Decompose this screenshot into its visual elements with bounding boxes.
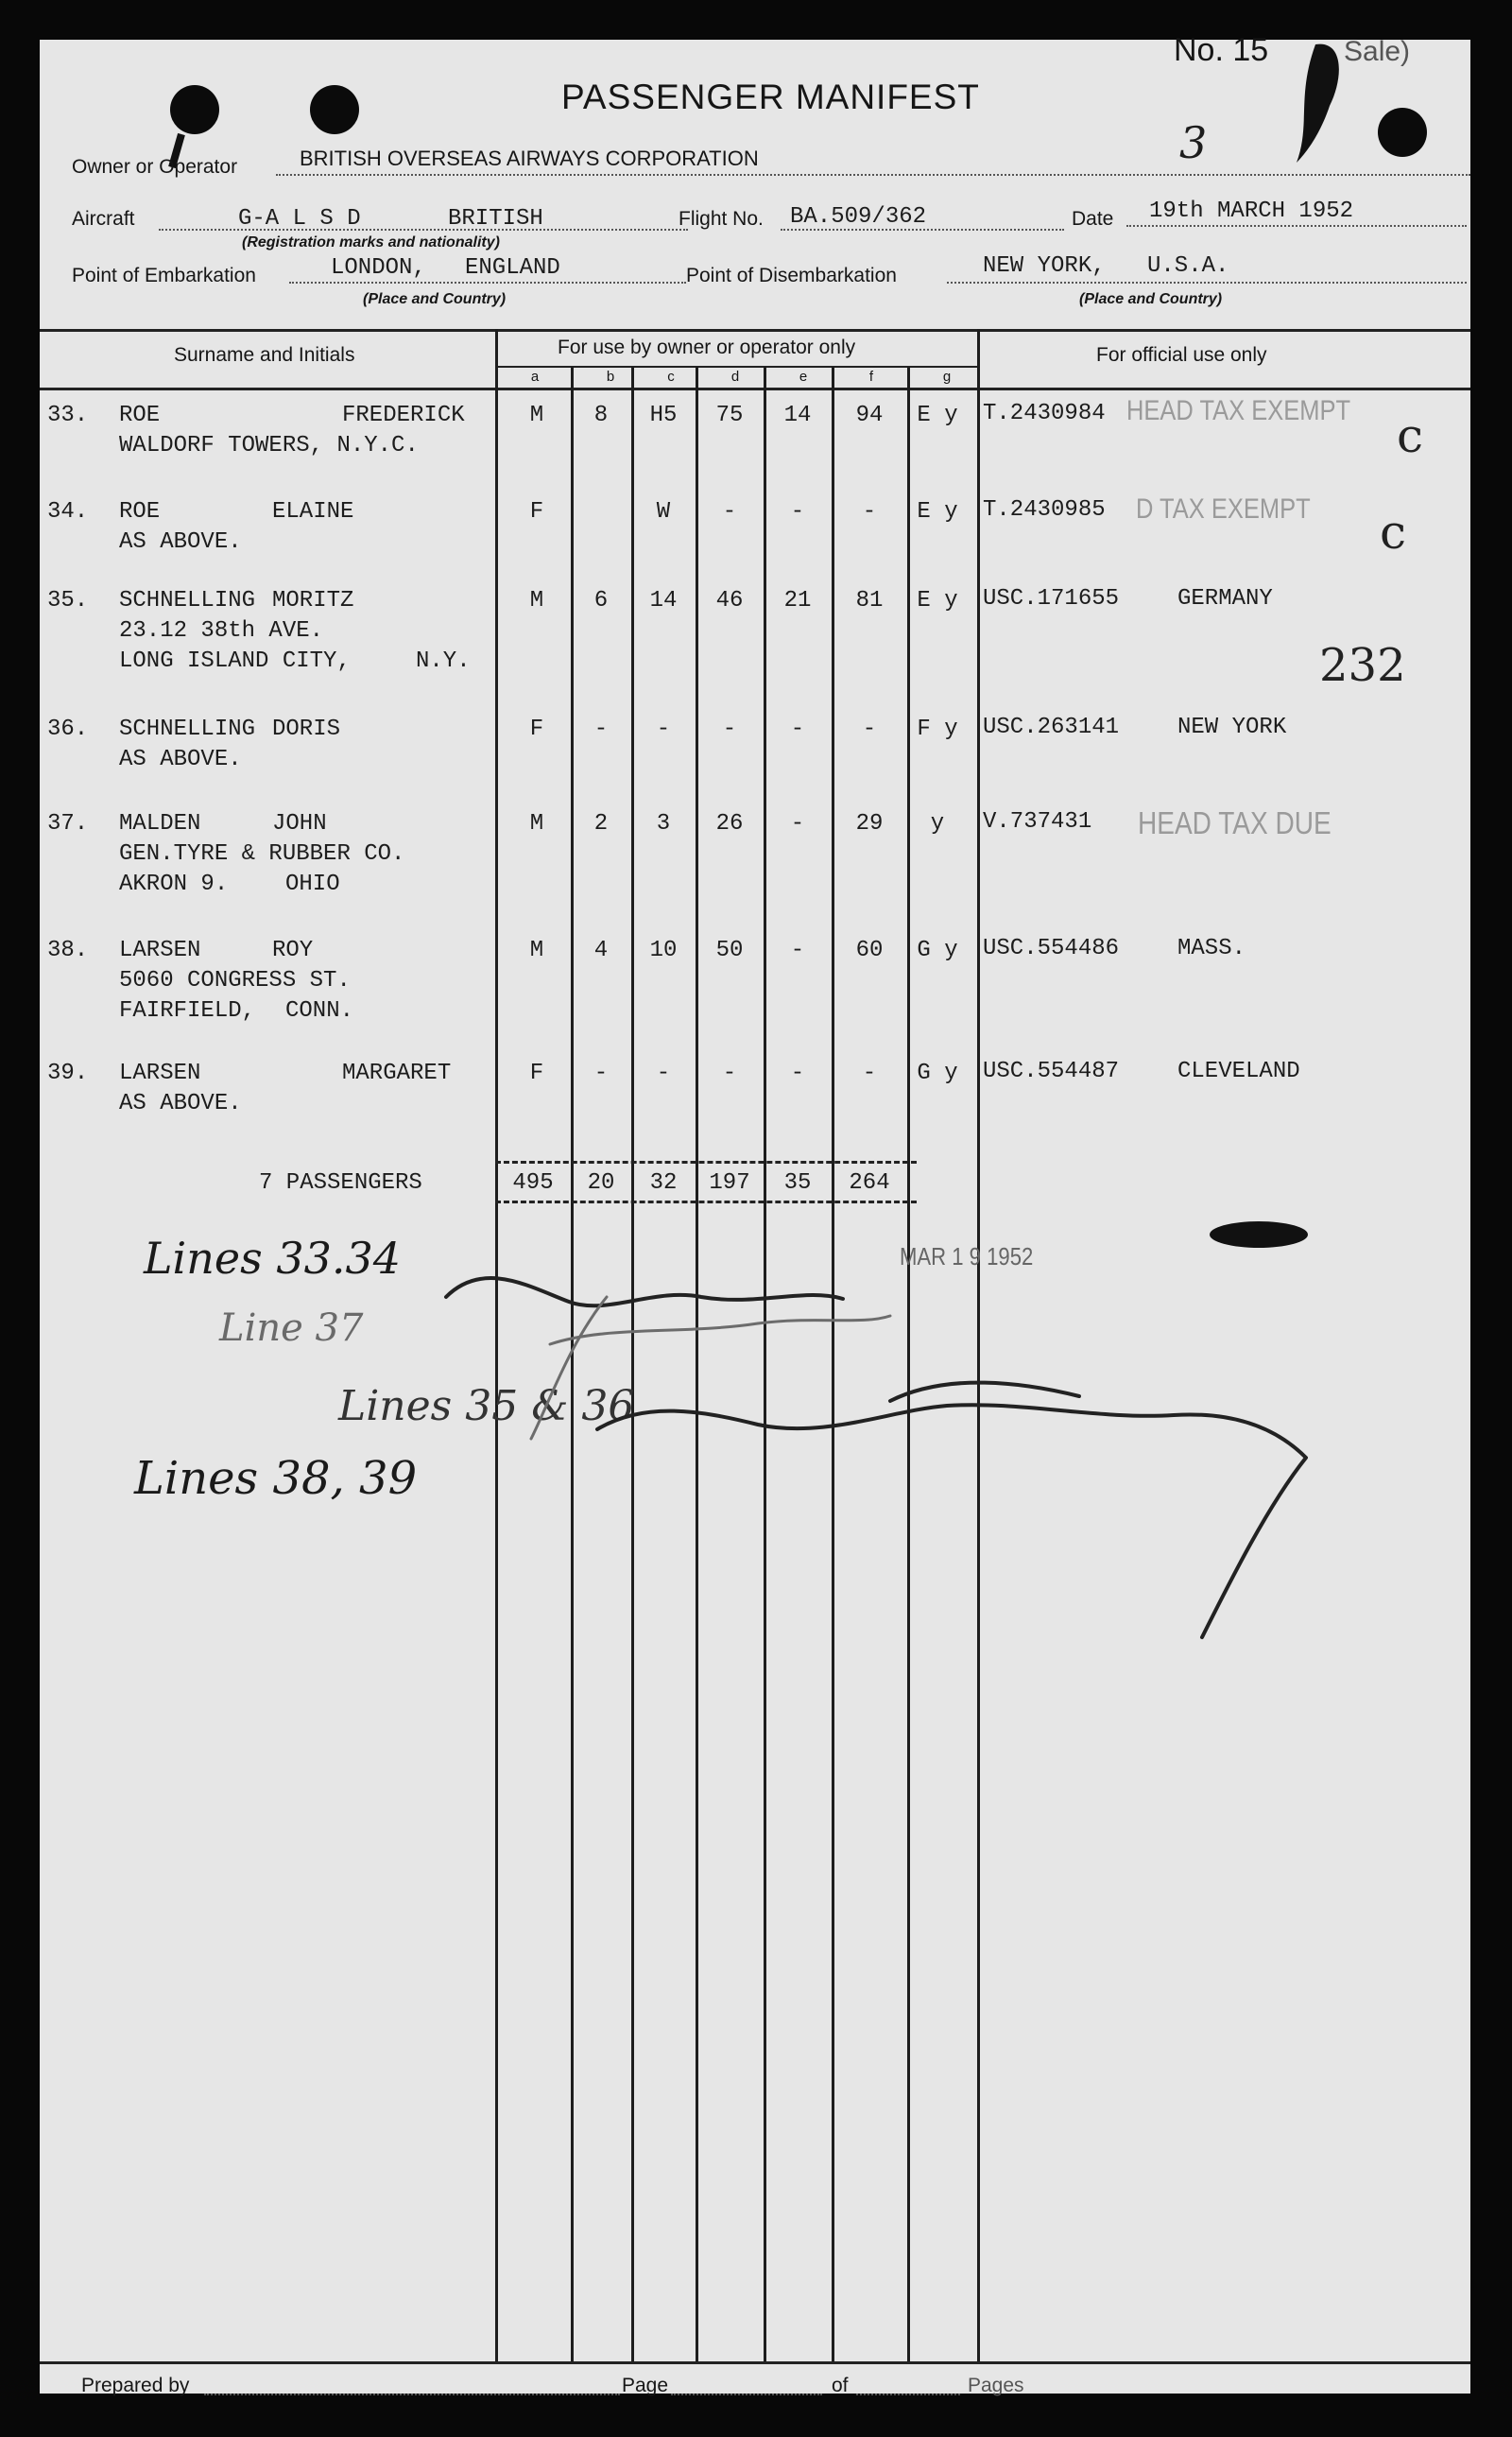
- cell-e: -: [790, 1061, 805, 1086]
- passenger-given-name: ELAINE: [272, 499, 354, 525]
- registration-note: (Registration marks and nationality): [242, 234, 500, 251]
- passenger-given-name: JOHN: [272, 811, 327, 837]
- cell-e: -: [790, 938, 805, 963]
- manifest-document: [40, 32, 1470, 2396]
- stamp-row-33: HEAD TAX EXEMPT: [1126, 395, 1351, 426]
- passenger-given-name: FREDERICK: [342, 403, 465, 428]
- document-number: T.2430984: [983, 401, 1106, 426]
- disembarkation-label: Point of Disembarkation: [686, 265, 897, 286]
- total-d: 197: [709, 1170, 750, 1196]
- cell-d: -: [722, 1061, 737, 1086]
- cell-c: -: [656, 1061, 671, 1086]
- cell-b: 2: [593, 811, 609, 837]
- passenger-given-name: MARGARET: [342, 1061, 452, 1086]
- cell-g: F y: [917, 717, 958, 742]
- punch-hole-center: [310, 85, 359, 134]
- cell-e: -: [790, 717, 805, 742]
- document-number: T.2430985: [983, 497, 1106, 523]
- address-line-1: AS ABOVE.: [119, 529, 242, 555]
- sub-column-a: a: [530, 369, 540, 385]
- handwritten-page-number: 3: [1179, 117, 1208, 168]
- cell-c: H5: [649, 403, 678, 428]
- cell-g: y: [930, 811, 945, 837]
- cell-g: G y: [917, 1061, 958, 1086]
- total-a: 495: [512, 1170, 554, 1196]
- document-number: USC.171655: [983, 586, 1120, 612]
- cell-f: -: [862, 717, 877, 742]
- col-header-official: For official use only: [1096, 344, 1267, 366]
- row-number: 36.: [47, 717, 89, 742]
- row-number: 35.: [47, 588, 89, 614]
- aircraft-label: Aircraft: [72, 208, 135, 230]
- address-line-2: FAIRFIELD,: [119, 998, 256, 1024]
- total-e: 35: [783, 1170, 812, 1196]
- row-number: 34.: [47, 499, 89, 525]
- col-header-owner-use: For use by owner or operator only: [558, 337, 856, 358]
- cell-d: 46: [715, 588, 744, 614]
- inspector-signatures: [40, 1221, 1470, 1713]
- address-line-1: AS ABOVE.: [119, 1091, 242, 1116]
- mark-c-2: c: [1380, 505, 1407, 560]
- cell-d: 50: [715, 938, 744, 963]
- handwritten-note-lines-35-36: Lines 35 & 36: [338, 1382, 635, 1430]
- cell-c: 14: [649, 588, 678, 614]
- passenger-surname: MALDEN: [119, 811, 201, 837]
- passenger-surname: SCHNELLING: [119, 588, 256, 614]
- passenger-surname: SCHNELLING: [119, 717, 256, 742]
- cell-f: 81: [855, 588, 884, 614]
- of-label: of: [832, 2375, 849, 2396]
- embarkation-label: Point of Embarkation: [72, 265, 256, 286]
- sub-column-d: d: [730, 369, 740, 385]
- handwritten-note-lines-38-39: Lines 38, 39: [134, 1452, 418, 1505]
- total-c: 32: [649, 1170, 678, 1196]
- embarkation-country: ENGLAND: [465, 255, 560, 281]
- row-number: 38.: [47, 938, 89, 963]
- sub-column-c: c: [667, 369, 675, 385]
- cell-c: -: [656, 717, 671, 742]
- passenger-surname: LARSEN: [119, 1061, 201, 1086]
- cell-e: -: [790, 499, 805, 525]
- document-number: USC.263141: [983, 715, 1120, 740]
- document-number: USC.554486: [983, 936, 1120, 961]
- passenger-given-name: ROY: [272, 938, 314, 963]
- address-line-1: GEN.TYRE & RUBBER CO.: [119, 841, 405, 867]
- passenger-given-name: DORIS: [272, 717, 341, 742]
- row-number: 33.: [47, 403, 89, 428]
- cell-a: M: [529, 403, 544, 428]
- official-note: GERMANY: [1177, 586, 1273, 612]
- document-number: USC.554487: [983, 1059, 1120, 1084]
- cell-f: 60: [855, 938, 884, 963]
- mark-c-1: c: [1397, 408, 1424, 463]
- cell-g: G y: [917, 938, 958, 963]
- passenger-surname: LARSEN: [119, 938, 201, 963]
- cell-g: E y: [917, 403, 958, 428]
- cell-b: 8: [593, 403, 609, 428]
- embarkation-note: (Place and Country): [363, 291, 507, 307]
- official-note: CLEVELAND: [1177, 1059, 1300, 1084]
- cell-a: F: [529, 717, 544, 742]
- document-number: V.737431: [983, 809, 1092, 835]
- address-line-1: 23.12 38th AVE.: [119, 618, 324, 644]
- stamp-row-34: D TAX EXEMPT: [1136, 493, 1311, 525]
- aircraft-nationality: BRITISH: [448, 206, 543, 232]
- cell-a: M: [529, 588, 544, 614]
- cell-b: 6: [593, 588, 609, 614]
- date-value: 19th MARCH 1952: [1149, 199, 1354, 224]
- cell-g: E y: [917, 499, 958, 525]
- address-line-2: AKRON 9.: [119, 872, 229, 897]
- cell-a: F: [529, 1061, 544, 1086]
- address-line-1: AS ABOVE.: [119, 747, 242, 772]
- sub-column-g: g: [942, 369, 952, 385]
- cell-a: M: [529, 938, 544, 963]
- owner-value: BRITISH OVERSEAS AIRWAYS CORPORATION: [300, 147, 759, 170]
- cell-c: 10: [649, 938, 678, 963]
- disembarkation-note: (Place and Country): [1079, 291, 1223, 307]
- passenger-surname: ROE: [119, 499, 161, 525]
- row-number: 39.: [47, 1061, 89, 1086]
- flight-label: Flight No.: [679, 208, 764, 230]
- cell-f: -: [862, 499, 877, 525]
- page-label: Page: [622, 2375, 669, 2396]
- col-header-surname: Surname and Initials: [174, 344, 355, 366]
- disembarkation-country: U.S.A.: [1147, 253, 1229, 279]
- cell-f: 94: [855, 403, 884, 428]
- address-line-3: N.Y.: [416, 648, 471, 674]
- cell-e: 14: [783, 403, 812, 428]
- cell-a: F: [529, 499, 544, 525]
- prepared-by-label: Prepared by: [81, 2375, 190, 2396]
- official-note: MASS.: [1177, 936, 1246, 961]
- sub-column-f: f: [868, 369, 874, 385]
- disembarkation-city: NEW YORK,: [983, 253, 1106, 279]
- form-number: No. 15: [1174, 32, 1269, 68]
- cell-f: 29: [855, 811, 884, 837]
- cell-c: 3: [656, 811, 671, 837]
- handwritten-note-lines-33-34: Lines 33.34: [144, 1233, 402, 1284]
- aircraft-registration: G-A L S D: [238, 206, 361, 232]
- flight-value: BA.509/362: [790, 204, 927, 230]
- address-line-1: 5060 CONGRESS ST.: [119, 968, 351, 994]
- cell-d: -: [722, 499, 737, 525]
- margin-number: 232: [1319, 639, 1406, 692]
- cell-e: 21: [783, 588, 812, 614]
- sub-column-b: b: [606, 369, 615, 385]
- cell-g: E y: [917, 588, 958, 614]
- sub-column-e: e: [799, 369, 808, 385]
- address-line-3: CONN.: [285, 998, 354, 1024]
- cell-b: -: [593, 717, 609, 742]
- page-title: PASSENGER MANIFEST: [561, 78, 980, 116]
- address-line-1: WALDORF TOWERS, N.Y.C.: [119, 433, 419, 458]
- address-line-3: OHIO: [285, 872, 340, 897]
- row-number: 37.: [47, 811, 89, 837]
- cell-c: W: [656, 499, 671, 525]
- cell-a: M: [529, 811, 544, 837]
- handwritten-note-line-37: Line 37: [219, 1306, 364, 1350]
- cell-d: 75: [715, 403, 744, 428]
- cell-b: -: [593, 1061, 609, 1086]
- cell-d: -: [722, 717, 737, 742]
- punch-hole-right: [1378, 108, 1427, 157]
- date-label: Date: [1072, 208, 1114, 230]
- passenger-surname: ROE: [119, 403, 161, 428]
- form-sale-note: Sale): [1344, 36, 1411, 67]
- cell-e: -: [790, 811, 805, 837]
- official-note: NEW YORK: [1177, 715, 1287, 740]
- cell-b: 4: [593, 938, 609, 963]
- totals-label: 7 PASSENGERS: [259, 1170, 422, 1196]
- pages-label: Pages: [968, 2375, 1024, 2396]
- cell-d: 26: [715, 811, 744, 837]
- address-line-2: LONG ISLAND CITY,: [119, 648, 351, 674]
- cell-f: -: [862, 1061, 877, 1086]
- owner-label: Owner or Operator: [72, 156, 238, 178]
- stamp-row-37: HEAD TAX DUE: [1138, 805, 1332, 840]
- total-f: 264: [849, 1170, 890, 1196]
- total-b: 20: [587, 1170, 615, 1196]
- date-stamp: MAR 1 9 1952: [900, 1242, 1034, 1270]
- embarkation-city: LONDON,: [331, 255, 426, 281]
- passenger-given-name: MORITZ: [272, 588, 354, 614]
